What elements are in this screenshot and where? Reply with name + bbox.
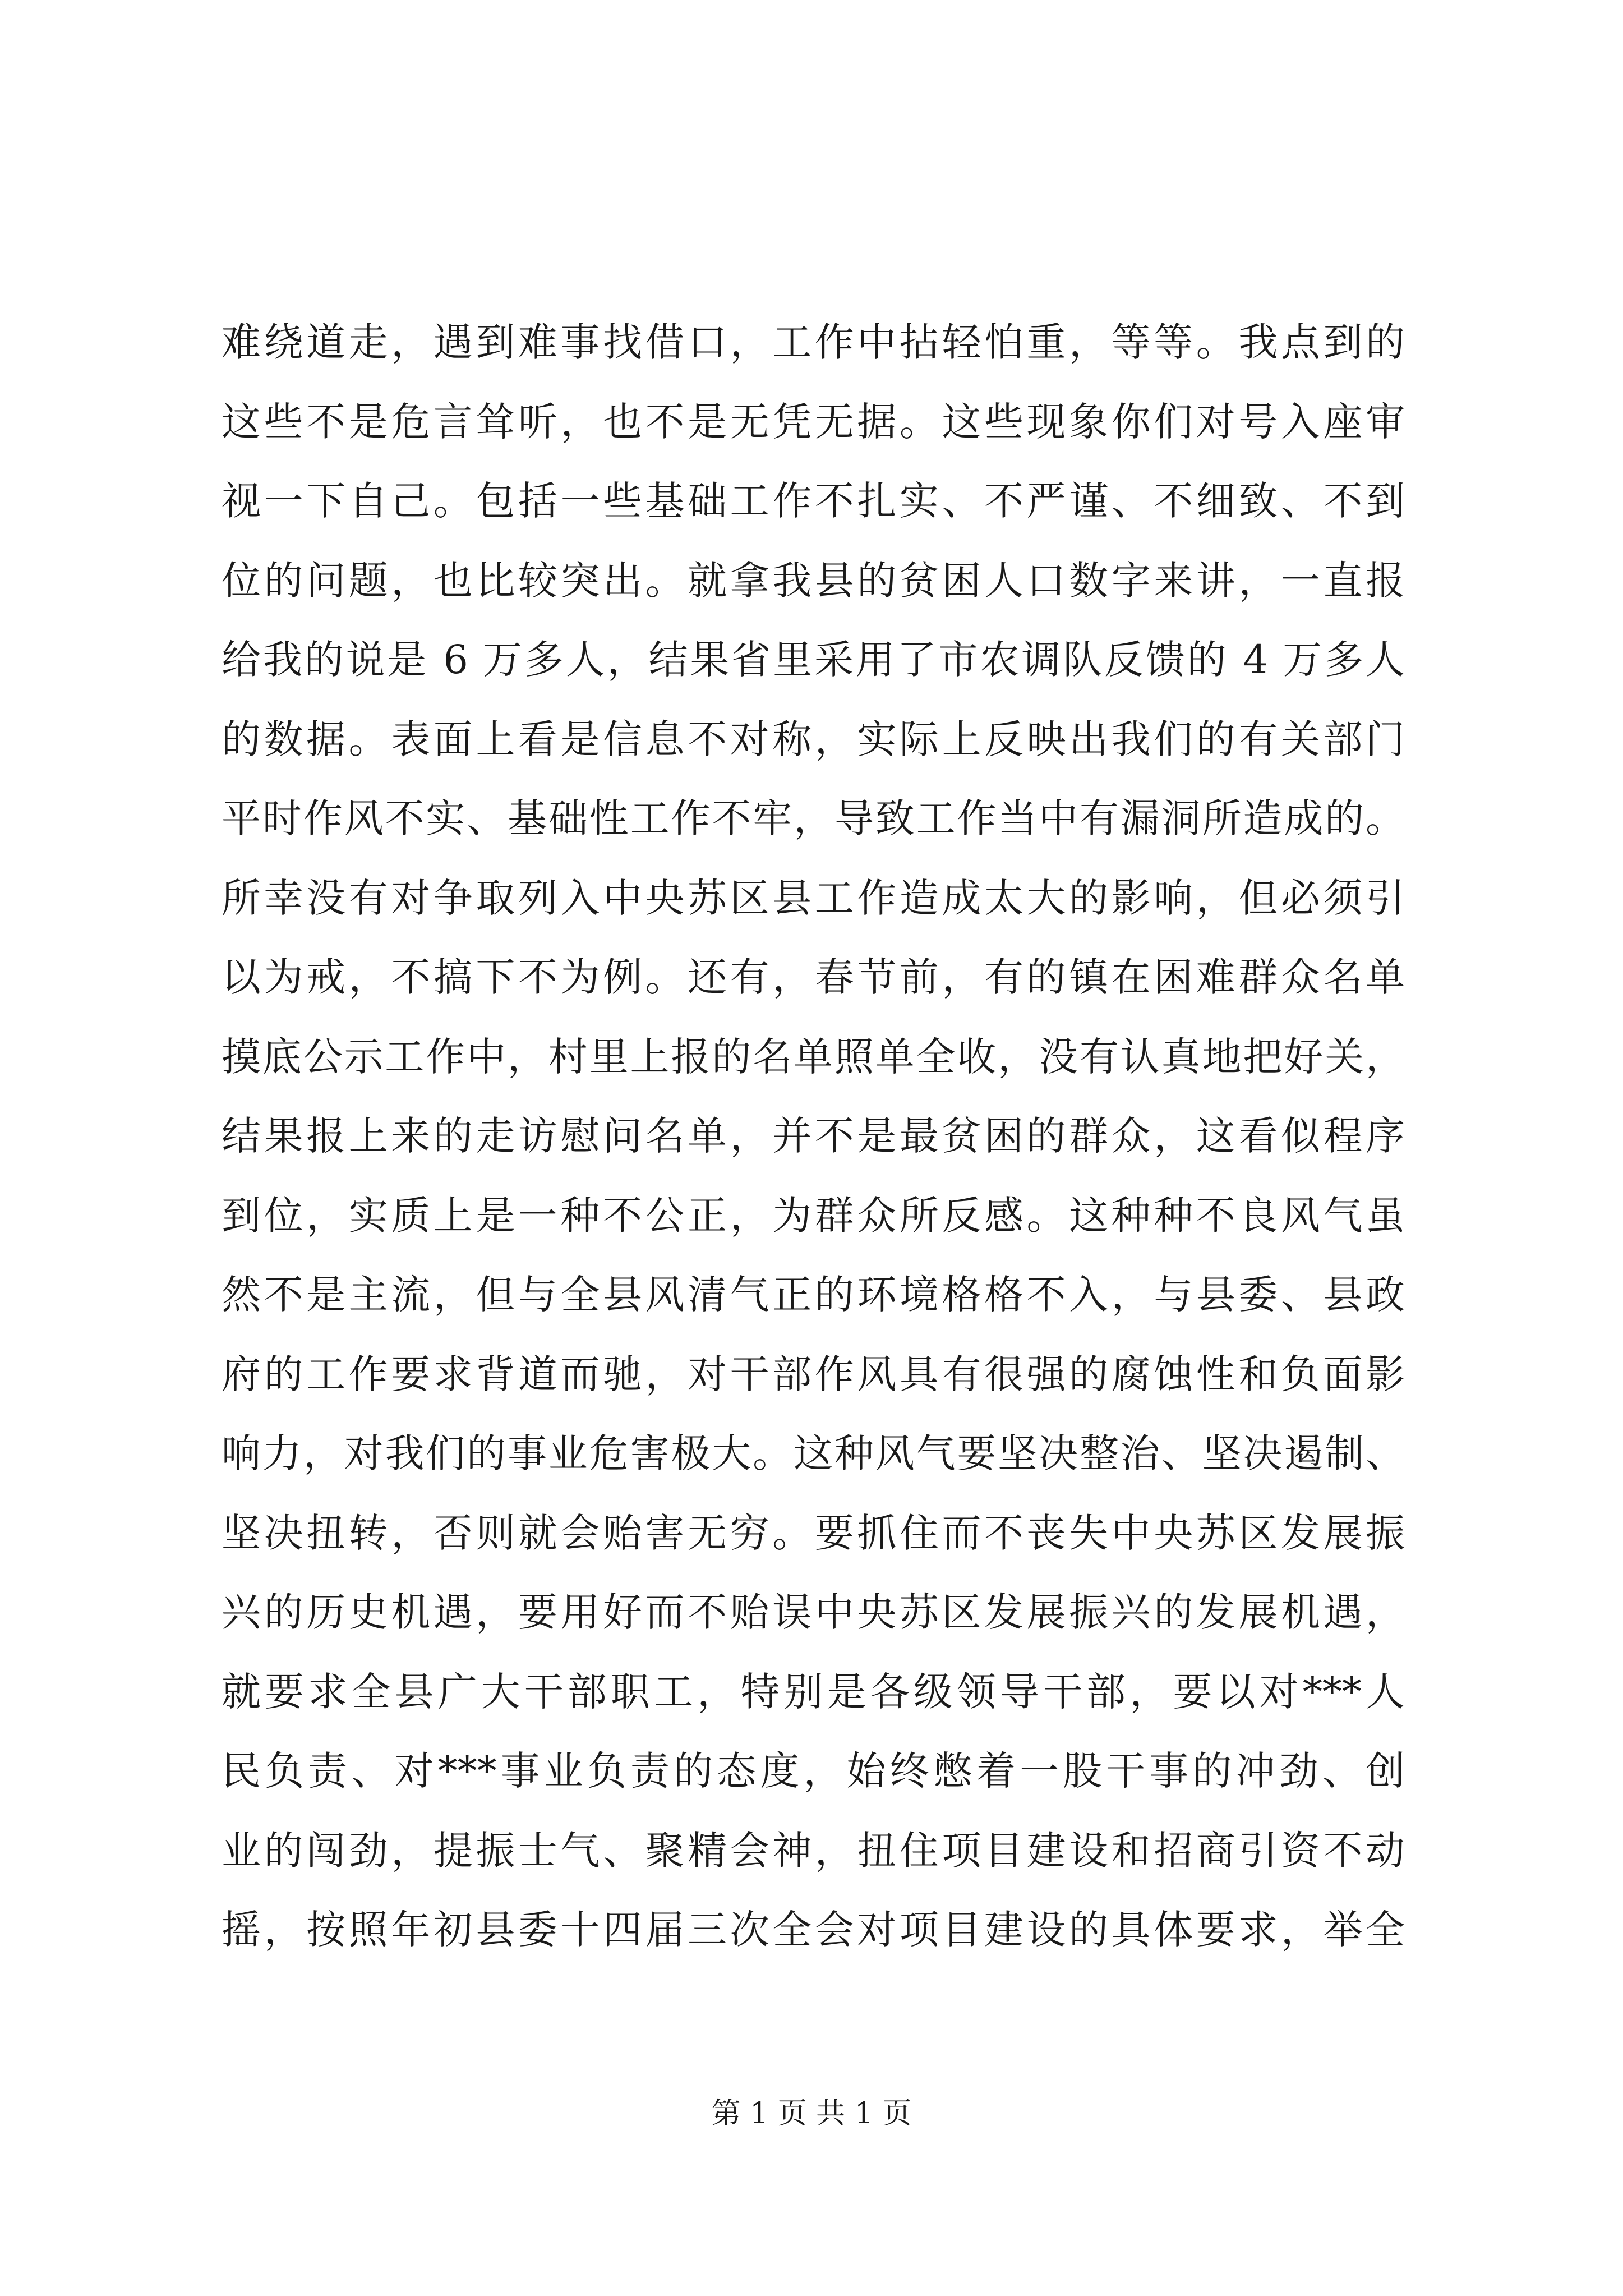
text-line: 结果报上来的走访慰问名单，并不是最贫困的群众，这看似程序: [222, 1113, 1405, 1159]
text-line: 就要求全县广大干部职工，特别是各级领导干部，要以对***人: [222, 1668, 1405, 1715]
text-line: 到位，实质上是一种不公正，为群众所反感。这种种不良风气虽: [222, 1192, 1405, 1239]
text-line: 给我的说是 6 万多人，结果省里采用了市农调队反馈的 4 万多人: [222, 637, 1405, 683]
text-line: 难绕道走，遇到难事找借口，工作中拈轻怕重，等等。我点到的: [222, 319, 1405, 365]
text-line: 兴的历史机遇，要用好而不贻误中央苏区发展振兴的发展机遇，: [222, 1589, 1405, 1635]
text-line: 以为戒，不搞下不为例。还有，春节前，有的镇在困难群众名单: [222, 954, 1405, 1000]
text-line: 摸底公示工作中，村里上报的名单照单全收，没有认真地把好关，: [222, 1033, 1405, 1080]
text-line: 的数据。表面上看是信息不对称，实际上反映出我们的有关部门: [222, 716, 1405, 762]
text-line: 坚决扭转，否则就会贻害无穷。要抓住而不丧失中央苏区发展振: [222, 1510, 1405, 1556]
body-text: [222, 303, 1405, 1970]
text-line: 这些不是危言耸听，也不是无凭无据。这些现象你们对号入座审: [222, 398, 1405, 445]
text-line: 平时作风不实、基础性工作不牢，导致工作当中有漏洞所造成的。: [222, 795, 1405, 841]
text-line: 摇，按照年初县委十四届三次全会对项目建设的具体要求，举全: [222, 1907, 1405, 1953]
text-line: 府的工作要求背道而驰，对干部作风具有很强的腐蚀性和负面影: [222, 1351, 1405, 1397]
text-line: 视一下自己。包括一些基础工作不扎实、不严谨、不细致、不到: [222, 478, 1405, 524]
text-line: 民负责、对***事业负责的态度，始终憋着一股干事的冲劲、创: [222, 1748, 1405, 1794]
text-line: 然不是主流，但与全县风清气正的环境格格不入，与县委、县政: [222, 1272, 1405, 1318]
text-line: 所幸没有对争取列入中央苏区县工作造成太大的影响，但必须引: [222, 875, 1405, 921]
text-line: 业的闯劲，提振士气、聚精会神，扭住项目建设和招商引资不动: [222, 1827, 1405, 1874]
page-number-footer: 第 1 页 共 1 页: [711, 2097, 912, 2131]
text-line: 位的问题，也比较突出。就拿我县的贫困人口数字来讲，一直报: [222, 557, 1405, 604]
text-line: 响力，对我们的事业危害极大。这种风气要坚决整治、坚决遏制、: [222, 1430, 1405, 1476]
